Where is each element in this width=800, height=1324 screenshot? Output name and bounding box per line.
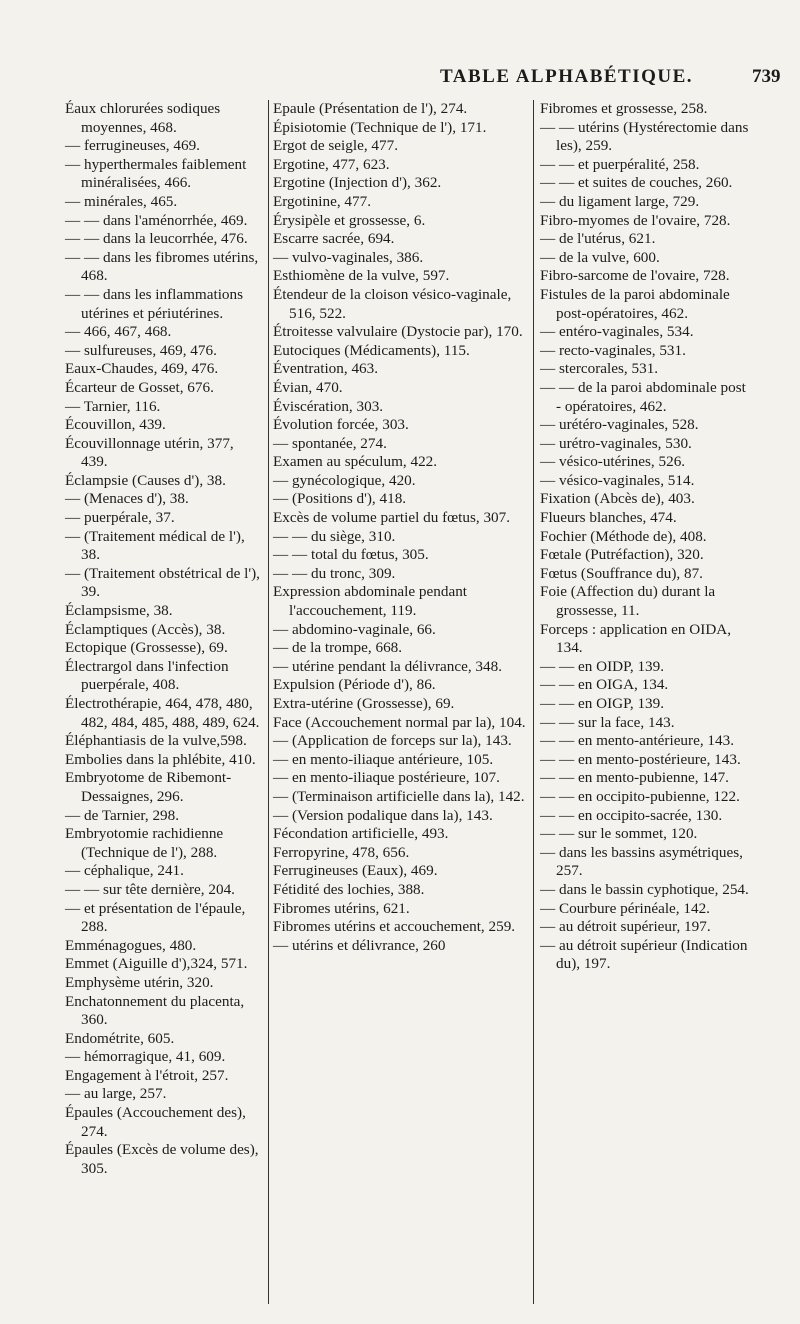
index-entry: Endométrite, 605. xyxy=(65,1029,175,1047)
index-entry: — recto-vaginales, 531. xyxy=(540,341,686,359)
index-entry: Érysipèle et grossesse, 6. xyxy=(273,211,426,229)
index-entry: Ergotine (Injection d'), 362. xyxy=(273,174,442,192)
index-entry: — spontanée, 274. xyxy=(273,434,387,452)
index-entry: — — en OIGA, 134. xyxy=(540,676,669,694)
index-entry: — vésico-vaginales, 514. xyxy=(540,471,695,489)
index-entry: — — dans la leucorrhée, 476. xyxy=(65,230,248,248)
index-entry: Ferrugineuses (Eaux), 469. xyxy=(273,862,438,880)
index-entry: Éclampsisme, 38. xyxy=(65,602,173,620)
index-entry: Fécondation artificielle, 493. xyxy=(273,825,449,843)
index-entry: Foie (Affection du) durant la grossesse, 11. xyxy=(540,583,716,620)
index-entry: Fibro-sarcome de l'ovaire, 728. xyxy=(540,267,730,285)
index-entry: Epaule (Présentation de l'), 274. xyxy=(273,100,468,117)
index-entry: Éaux chlorurées sodiques moyennes, 468. xyxy=(65,100,221,136)
index-entry: — céphalique, 241. xyxy=(65,862,184,880)
index-entry: — au détroit supérieur, 197. xyxy=(540,918,711,936)
index-entry: — — dans les fibromes utérins, 468. xyxy=(65,248,259,285)
index-entry: Fistules de la paroi abdominale post-opératoires, 462. xyxy=(540,285,730,322)
index-entry: — en mento-iliaque antérieure, 105. xyxy=(273,750,494,768)
index-entry: — Courbure périnéale, 142. xyxy=(540,899,710,917)
index-entry: Emphysème utérin, 320. xyxy=(65,973,214,991)
index-entry: — — en OIDP, 139. xyxy=(540,657,665,675)
index-entry: Épaules (Accouchement des), 274. xyxy=(65,1104,246,1140)
index-entry: Éviscération, 303. xyxy=(273,397,384,415)
index-entry: — vésico-utérines, 526. xyxy=(540,453,686,471)
index-entry: — — en mento-pubienne, 147. xyxy=(540,769,729,787)
index-entry: — hémorragique, 41, 609. xyxy=(65,1048,226,1066)
index-entry: — entéro-vaginales, 534. xyxy=(540,323,694,341)
index-entry: — de l'utérus, 621. xyxy=(540,230,656,248)
index-entry: Fétidité des lochies, 388. xyxy=(273,880,425,898)
index-entry: — (Menaces d'), 38. xyxy=(65,490,189,508)
index-entry: Eutociques (Médicaments), 115. xyxy=(273,341,470,359)
index-entry: Fibro-myomes de l'ovaire, 728. xyxy=(540,211,731,229)
index-entry: Électrothérapie, 464, 478, 480, 482, 484, 485, 488, 489, 624. xyxy=(65,695,260,731)
index-entry: — 466, 467, 468. xyxy=(65,323,172,341)
index-entry: — — en occipito-sacrée, 130. xyxy=(540,806,723,824)
index-entry: — — utérins (Hystérectomie dans les), 259. xyxy=(540,118,749,155)
index-entry: Escarre sacrée, 694. xyxy=(273,230,395,248)
index-entry: Enchatonnement du placenta, 360. xyxy=(65,992,245,1029)
index-entry: — ferrugineuses, 469. xyxy=(65,137,200,155)
index-entry: Engagement à l'étroit, 257. xyxy=(65,1066,229,1084)
index-entry: — — et suites de couches, 260. xyxy=(540,174,733,192)
index-entry: — — et puerpéralité, 258. xyxy=(540,155,700,173)
index-entry: — utérine pendant la délivrance, 348. xyxy=(273,657,502,675)
index-entry: — — en OIGP, 139. xyxy=(540,695,665,712)
index-entry: Eaux-Chaudes, 469, 476. xyxy=(65,360,219,378)
running-title: TABLE ALPHABÉTIQUE. xyxy=(440,66,694,87)
index-entry: — — du tronc, 309. xyxy=(273,564,396,582)
index-entry: Ferropyrine, 478, 656. xyxy=(273,843,410,861)
index-entry: — et présentation de l'épaule, 288. xyxy=(65,899,246,936)
index-entry: Flueurs blanches, 474. xyxy=(540,509,677,527)
index-entry: Face (Accouchement normal par la), 104. xyxy=(273,713,526,731)
index-entry: Étroitesse valvulaire (Dystocie par), 170. xyxy=(273,323,523,341)
index-entry: — de Tarnier, 298. xyxy=(65,806,180,824)
page-number: 739 xyxy=(752,66,781,87)
index-entry: — — dans l'aménorrhée, 469. xyxy=(65,211,248,229)
index-entry: — (Terminaison artificielle dans la), 142. xyxy=(273,787,525,805)
index-entry: — puerpérale, 37. xyxy=(65,509,175,527)
index-entry: — (Application de forceps sur la), 143. xyxy=(273,732,512,750)
index-entry: Fibromes utérins, 621. xyxy=(273,899,410,917)
index-entry: Écouvillon, 439. xyxy=(65,416,166,434)
index-entry: Ectopique (Grossesse), 69. xyxy=(65,639,228,657)
index-entry: Expulsion (Période d'), 86. xyxy=(273,676,436,694)
index-entry: Éléphantiasis de la vulve,598. xyxy=(65,732,247,750)
index-entry: — — sur la face, 143. xyxy=(540,713,675,731)
index-entry: Embryotome de Ribemont-Dessaignes, 296. xyxy=(65,769,232,805)
index-entry: — hyperthermales faiblement minéralisées, 466. xyxy=(65,155,247,192)
index-entry: — urétéro-vaginales, 528. xyxy=(540,416,699,434)
index-entry: Ergot de seigle, 477. xyxy=(273,137,398,155)
index-entry: — de la trompe, 668. xyxy=(273,639,403,657)
index-entry: Écouvillonnage utérin, 377, 439. xyxy=(65,434,234,471)
index-entry: Esthiomène de la vulve, 597. xyxy=(273,267,450,285)
index-entry: — — en mento-postérieure, 143. xyxy=(540,750,741,768)
index-entry: Éventration, 463. xyxy=(273,360,379,378)
index-entry: — Tarnier, 116. xyxy=(65,397,161,415)
index-entry: — — de la paroi abdominale post - opératoires, 462. xyxy=(540,378,746,415)
index-entry: — (Traitement obstétrical de l'), 39. xyxy=(65,564,260,601)
index-entry: — au large, 257. xyxy=(65,1085,167,1103)
index-entry: — de la vulve, 600. xyxy=(540,248,660,266)
index-entry: — dans les bassins asymétriques, 257. xyxy=(540,843,743,880)
index-entry: Évolution forcée, 303. xyxy=(273,416,409,434)
index-entry: Emmet (Aiguille d'),324, 571. xyxy=(65,955,248,973)
index-column-2 xyxy=(273,100,527,955)
index-entry: Fixation (Abcès de), 403. xyxy=(540,490,695,508)
index-entry: — (Traitement médical de l'), 38. xyxy=(65,527,245,564)
index-entry: Extra-utérine (Grossesse), 69. xyxy=(273,695,455,712)
index-entry: — minérales, 465. xyxy=(65,192,178,210)
index-entry: Examen au spéculum, 422. xyxy=(273,453,438,471)
page-header xyxy=(0,66,800,90)
index-entry: — en mento-iliaque postérieure, 107. xyxy=(273,769,500,787)
index-column-3 xyxy=(540,100,750,974)
index-entry: Embolies dans la phlébite, 410. xyxy=(65,750,256,768)
index-entry: — du ligament large, 729. xyxy=(540,192,700,210)
index-entry: Fochier (Méthode de), 408. xyxy=(540,527,707,545)
index-entry: Épaules (Excès de volume des), 305. xyxy=(65,1141,259,1177)
index-entry: Excès de volume partiel du fœtus, 307. xyxy=(273,509,511,527)
index-entry: — — sur tête dernière, 204. xyxy=(65,880,235,898)
index-entry: — — total du fœtus, 305. xyxy=(273,546,429,564)
index-entry: — — du siège, 310. xyxy=(273,527,396,545)
index-entry: Évian, 470. xyxy=(273,378,343,396)
index-entry: Éclamptiques (Accès), 38. xyxy=(65,620,226,638)
index-entry: — (Positions d'), 418. xyxy=(273,490,407,508)
index-entry: — gynécologique, 420. xyxy=(273,471,416,489)
index-entry: Ergotinine, 477. xyxy=(273,192,372,210)
index-entry: — sulfureuses, 469, 476. xyxy=(65,341,217,359)
index-column-1 xyxy=(65,100,264,1178)
index-entry: Étendeur de la cloison vésico-vaginale, 516, 522. xyxy=(273,285,512,322)
index-entry: Ergotine, 477, 623. xyxy=(273,155,390,173)
index-entry: — stercorales, 531. xyxy=(540,360,659,378)
index-entry: — — sur le sommet, 120. xyxy=(540,825,698,843)
index-entry: — au détroit supérieur (Indication du), 197. xyxy=(540,936,748,973)
index-entry: — — en mento-antérieure, 143. xyxy=(540,732,734,750)
index-entry: Fœtale (Putréfaction), 320. xyxy=(540,546,704,564)
index-entry: Expression abdominale pendant l'accouchement, 119. xyxy=(273,583,468,620)
index-entry: — dans le bassin cyphotique, 254. xyxy=(540,880,749,898)
index-entry: — (Version podalique dans la), 143. xyxy=(273,806,493,824)
index-entry: — — dans les inflammations utérines et périutérines. xyxy=(65,285,244,322)
index-entry: Embryotomie rachidienne (Technique de l'), 288. xyxy=(65,825,224,861)
index-entry: Écarteur de Gosset, 676. xyxy=(65,378,214,396)
index-entry: Fœtus (Souffrance du), 87. xyxy=(540,564,703,582)
index-entry: Emménagogues, 480. xyxy=(65,936,197,954)
index-entry: — — en occipito-pubienne, 122. xyxy=(540,787,740,805)
index-entry: Fibromes utérins et accouchement, 259. xyxy=(273,918,516,936)
column-divider xyxy=(533,100,534,1304)
index-entry: — vulvo-vaginales, 386. xyxy=(273,248,424,266)
index-entry: Épisiotomie (Technique de l'), 171. xyxy=(273,118,487,136)
index-entry: Fibromes et grossesse, 258. xyxy=(540,100,708,117)
index-entry: Électrargol dans l'infection puerpérale, 408. xyxy=(65,657,229,694)
index-entry: — utérins et délivrance, 260 xyxy=(273,936,446,954)
index-entry: Forceps : application en OIDA, 134. xyxy=(540,620,732,657)
column-divider xyxy=(268,100,269,1304)
index-entry: — urétro-vaginales, 530. xyxy=(540,434,692,452)
index-entry: — abdomino-vaginale, 66. xyxy=(273,620,436,638)
index-entry: Éclampsie (Causes d'), 38. xyxy=(65,471,226,489)
